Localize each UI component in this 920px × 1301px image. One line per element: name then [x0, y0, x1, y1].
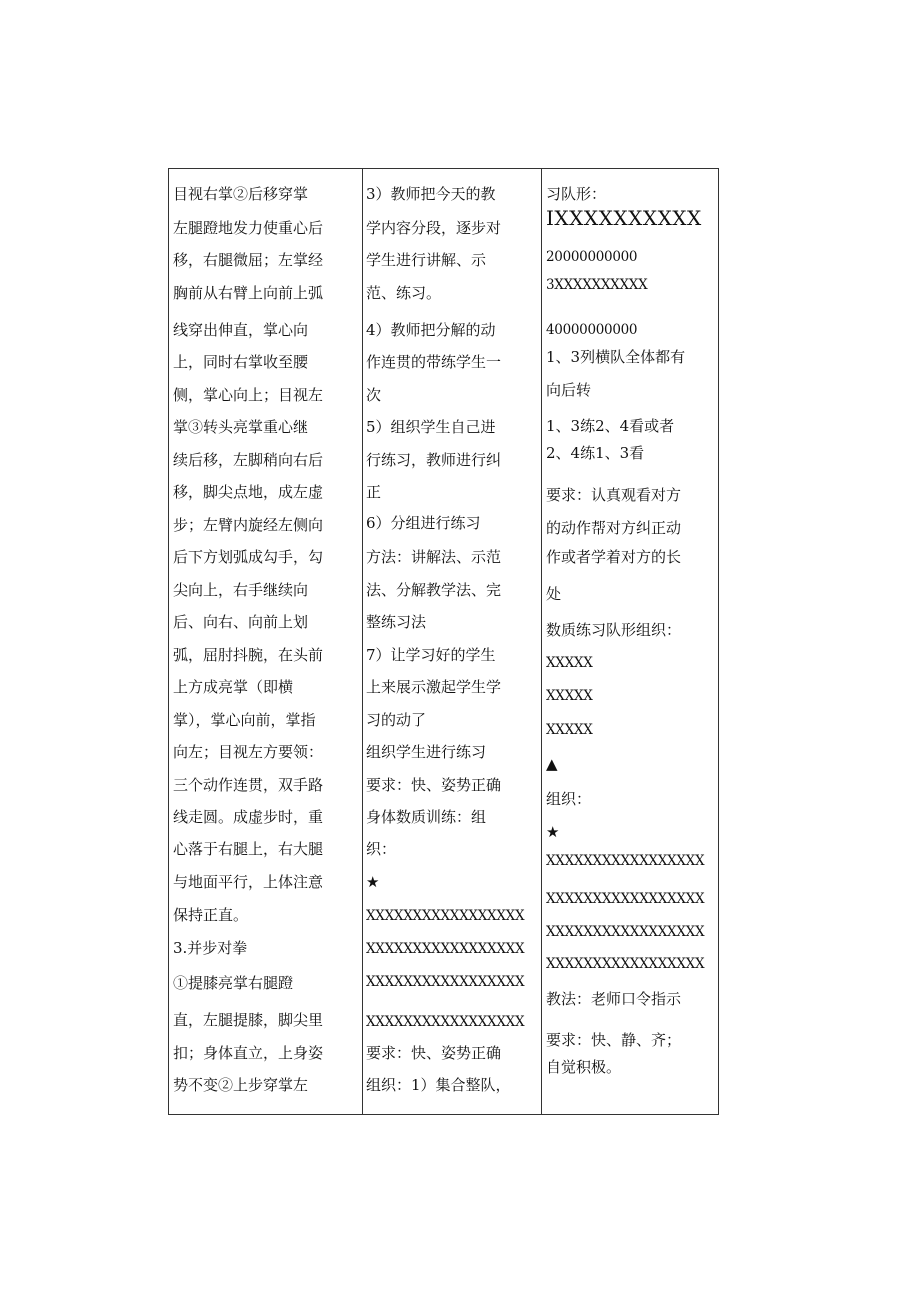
col-left-line: 步；左臂内旋经左侧向 — [173, 516, 324, 534]
col-left-line: 后、向右、向前上划 — [173, 613, 309, 631]
col-left-line: 心落于右腿上，右大腿 — [173, 840, 324, 858]
col-right-line: 1、3列横队全体都有 — [546, 348, 686, 366]
col-right-line: 习队形： — [546, 185, 607, 203]
col-middle-line: 学内容分段，逐步对 — [366, 219, 502, 237]
col-middle-line: XXXXXXXXXXXXXXXXX — [366, 908, 525, 924]
col-middle-line: 整练习法 — [366, 613, 427, 631]
col-left-line: 保持正直。 — [173, 906, 249, 924]
col-left-line: 胸前从右臂上向前上弧 — [173, 284, 324, 302]
col-middle-line: 要求：快、姿势正确 — [366, 1044, 502, 1062]
col-right-line: 作或者学着对方的长 — [546, 548, 682, 566]
col-left-line: 上，同时右掌收至腰 — [173, 353, 309, 371]
col-middle-line: XXXXXXXXXXXXXXXXX — [366, 1014, 525, 1030]
col-right-line: 20000000000 — [546, 249, 638, 265]
col-middle-line: 身体数质训练：组 — [366, 808, 487, 826]
col-middle-line: 组织：1）集合整队， — [366, 1076, 511, 1094]
col-right-line: 组织： — [546, 790, 592, 808]
col-right-line: 向后转 — [546, 381, 592, 399]
col-left-line: ①提膝亮掌右腿蹬 — [173, 974, 294, 992]
col-middle-line: 5）组织学生自己进 — [366, 418, 496, 436]
col-right-line: 自觉积极。 — [546, 1058, 622, 1076]
col-middle-line: 法、分解教学法、完 — [366, 581, 502, 599]
col-middle-line: 作连贯的带练学生一 — [366, 353, 502, 371]
col-middle-line: 7）让学习好的学生 — [366, 646, 496, 664]
col-right-line: XXXXX — [546, 655, 593, 671]
col-left-line: 左腿蹬地发力使重心后 — [173, 219, 324, 237]
col-left-line: 移，脚尖点地，成左虚 — [173, 483, 324, 501]
col-left-line: 线走圆。成虚步时，重 — [173, 808, 324, 826]
col-middle-line: 方法：讲解法、示范 — [366, 548, 502, 566]
col-middle-line: 范、练习。 — [366, 284, 442, 302]
column-divider — [362, 169, 363, 1114]
col-left-line: 后下方划弧成勾手，勾 — [173, 548, 324, 566]
col-middle-line: 学生进行讲解、示 — [366, 251, 487, 269]
col-right-line: XXXXXXXXXXXXXXXXX — [546, 853, 705, 869]
col-left-line: 线穿出伸直，掌心向 — [173, 321, 309, 339]
col-left-line: 扣；身体直立，上身姿 — [173, 1044, 324, 1062]
col-middle-line: 正 — [366, 483, 382, 501]
col-left-line: 弧，屈肘抖腕，在头前 — [173, 646, 324, 664]
col-right-line: XXXXXXXXXXXXXXXXX — [546, 956, 705, 972]
col-right-line: IXXXXXXXXXX — [546, 206, 702, 230]
col-right-line: 40000000000 — [546, 322, 638, 338]
col-middle-line: 组织学生进行练习 — [366, 743, 487, 761]
col-right-line: XXXXXXXXXXXXXXXXX — [546, 924, 705, 940]
col-middle-line: XXXXXXXXXXXXXXXXX — [366, 974, 525, 990]
col-left-line: 尖向上，右手继续向 — [173, 581, 309, 599]
col-right-line: 要求：认真观看对方 — [546, 486, 682, 504]
col-right-line: 教法：老师口令指示 — [546, 990, 682, 1008]
col-right-line: 要求：快、静、齐； — [546, 1031, 682, 1049]
col-right-line: ▲ — [546, 755, 558, 773]
col-middle-line: 行练习，教师进行纠 — [366, 451, 502, 469]
col-left-line: 3.并步对拳 — [173, 939, 248, 957]
col-right-line: XXXXXXXXXXXXXXXXX — [546, 891, 705, 907]
col-middle-line: XXXXXXXXXXXXXXXXX — [366, 941, 525, 957]
col-left-line: 与地面平行，上体注意 — [173, 873, 324, 891]
col-left-line: 直，左腿提膝，脚尖里 — [173, 1011, 324, 1029]
col-left-line: 移，右腿微屈；左掌经 — [173, 251, 324, 269]
col-middle-line: 习的动了 — [366, 711, 427, 729]
col-left-line: 掌），掌心向前，掌指 — [173, 711, 316, 729]
col-right-line: 处 — [546, 585, 562, 603]
col-left-line: 侧，掌心向上；目视左 — [173, 386, 324, 404]
col-left-line: 三个动作连贯，双手路 — [173, 776, 324, 794]
col-left-line: 向左；目视左方要领： — [173, 743, 324, 761]
col-middle-line: 4）教师把分解的动 — [366, 321, 496, 339]
col-right-line: 3XXXXXXXXXX — [546, 277, 648, 293]
col-right-line: 数质练习队形组织： — [546, 621, 682, 639]
lesson-table — [168, 168, 719, 1115]
col-left-line: 续后移，左脚稍向右后 — [173, 451, 324, 469]
col-left-line: 势不变②上步穿掌左 — [173, 1076, 309, 1094]
col-left-line: 上方成亮掌（即横 — [173, 678, 294, 696]
col-right-line: 2、4练1、3看 — [546, 444, 645, 462]
col-left-line: 掌③转头亮掌重心继 — [173, 418, 309, 436]
col-right-line: XXXXX — [546, 688, 593, 704]
col-right-line: ★ — [546, 823, 560, 841]
col-middle-line: 次 — [366, 386, 382, 404]
column-divider — [541, 169, 542, 1114]
col-right-line: 的动作帮对方纠正动 — [546, 519, 682, 537]
col-middle-line: 3）教师把今天的教 — [366, 185, 496, 203]
col-right-line: XXXXX — [546, 722, 593, 738]
col-middle-line: 6）分组进行练习 — [366, 514, 481, 532]
col-middle-line: ★ — [366, 873, 380, 891]
col-middle-line: 织： — [366, 840, 397, 858]
col-middle-line: 要求：快、姿势正确 — [366, 776, 502, 794]
col-middle-line: 上来展示激起学生学 — [366, 678, 502, 696]
col-right-line: 1、3练2、4看或者 — [546, 417, 675, 435]
col-left-line: 目视右掌②后移穿掌 — [173, 185, 309, 203]
